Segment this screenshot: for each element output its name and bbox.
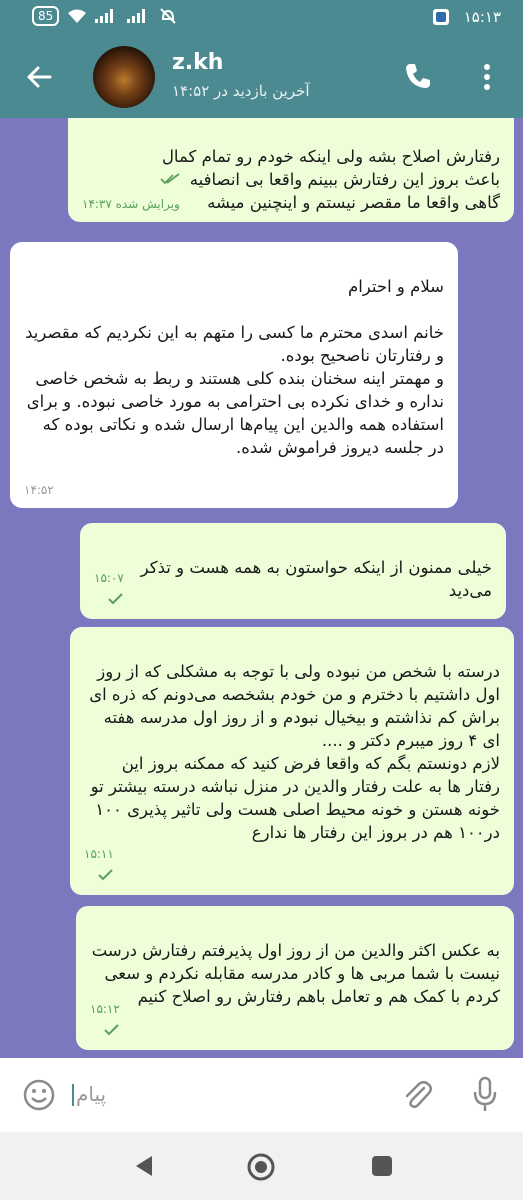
- message-time: ۱۴:۳۷ ویرایش شده: [82, 197, 180, 211]
- message-text: رفتارش اصلاح بشه ولی اینکه خودم رو تمام کمال باعث بروز این رفتارش ببینم واقعا بی انصافیه گاهی واقعا ما مقصر نیستم و اینچنین میشه: [161, 147, 500, 212]
- chat-header: [0, 36, 523, 118]
- check-icon: [104, 1024, 120, 1036]
- nav-recents-icon[interactable]: [372, 1156, 392, 1176]
- message-bubble[interactable]: [68, 118, 514, 222]
- clock: ۱۵:۱۳: [463, 8, 501, 26]
- notification-app-icon: [433, 9, 449, 25]
- message-composer: [0, 1058, 523, 1132]
- phone-icon[interactable]: [402, 60, 434, 92]
- message-meta: [94, 544, 124, 613]
- message-text: خیلی ممنون از اینکه حواستون به همه هست و تذکر می‌دید: [140, 558, 492, 600]
- message-text: به عکس اکثر والدین من از روز اول پذیرفتم رفتارش درست نیست با شما مربی ها و کادر مدرسه مقابله نکردم و سعی کردم با کمک هم و تعامل باهم رفتارش رو اصلاح کنیم: [91, 941, 500, 1006]
- microphone-icon[interactable]: [470, 1076, 500, 1114]
- system-nav-bar: [0, 1132, 523, 1200]
- double-check-icon: [160, 173, 180, 185]
- message-time: ۱۵:۱۲: [90, 1002, 120, 1016]
- signal-icon: [95, 9, 119, 23]
- mute-icon: [159, 7, 177, 25]
- wifi-icon: [67, 8, 87, 24]
- message-text: سلام و احترام خانم اسدی محترم ما کسی را متهم به این نکردیم که مقصرید و رفتارتان ناصحیح بوده. و مهمتر اینه سخنان بنده کلی هستند و ربط به شخص خاصی نداره و خدای نکرده بی احترامی به مورد خاصی نبوده. و برای استفاده همه والدین این پیام‌ها ارسال شده و نکاتی بوده که در جلسه دیروز فراموش شده.: [25, 277, 444, 457]
- message-meta: [84, 820, 114, 889]
- status-bar: [0, 0, 523, 36]
- arrow-left-icon[interactable]: [22, 60, 56, 94]
- message-time: ۱۵:۱۱: [84, 847, 114, 861]
- message-time: ۱۴:۵۲: [24, 483, 54, 497]
- message-meta: [90, 975, 120, 1044]
- nav-home-icon[interactable]: [246, 1152, 276, 1182]
- message-bubble[interactable]: [10, 242, 458, 508]
- message-text: درسته با شخص من نبوده ولی با توجه به مشکلی که از روز اول داشتیم با دخترم و من خودم بشخصه می‌دونم که ذره ای براش کم نذاشتم و بیخیال نبودم و از روز اول مدرسه هفته ای ۴ روز میبرم دکتر و .... لازم دونستم بگم که واقعا فرض کنید که ممکنه بروز این رفتار ها به علت رفتار والدین در منزل نباشه درسته بیشتر تو خونه هستن و خونه محیط اصلی هست ولی تاثیر پذیری ۱۰۰ در۱۰۰ هم در بروز این رفتار ها ندارع: [89, 662, 500, 842]
- contact-name[interactable]: z.kh: [172, 50, 224, 75]
- last-seen: آخرین بازدید در ۱۴:۵۲: [172, 82, 310, 100]
- more-vert-icon[interactable]: [476, 60, 498, 94]
- signal-icon-2: [127, 9, 151, 23]
- message-bubble[interactable]: [76, 906, 514, 1050]
- battery-indicator: 85: [32, 6, 59, 26]
- emoji-icon[interactable]: [22, 1078, 56, 1112]
- message-meta: [82, 147, 180, 216]
- message-bubble[interactable]: [80, 523, 506, 619]
- status-icons: [32, 6, 177, 26]
- check-icon: [98, 869, 114, 881]
- paperclip-icon[interactable]: [400, 1078, 434, 1112]
- avatar[interactable]: [93, 46, 155, 108]
- message-input[interactable]: پیام: [76, 1082, 107, 1106]
- nav-back-icon[interactable]: [132, 1154, 156, 1178]
- text-caret: [72, 1084, 74, 1106]
- message-list[interactable]: [0, 118, 523, 1058]
- message-time: ۱۵:۰۷: [94, 571, 124, 585]
- message-bubble[interactable]: [70, 627, 514, 895]
- check-icon: [108, 593, 124, 605]
